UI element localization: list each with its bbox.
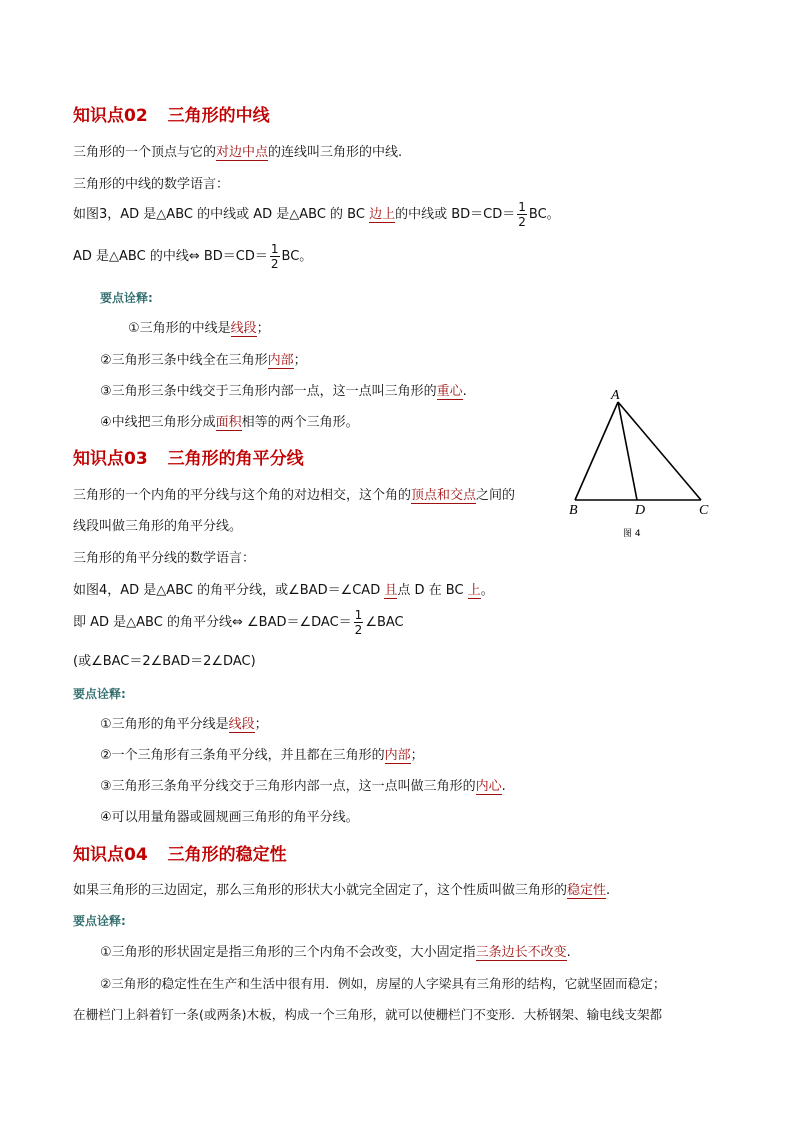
section-02-number: 知识点02 — [73, 106, 148, 126]
s02-key-points-label: 要点诠释: — [100, 291, 153, 305]
iff-symbol: ⇔ — [231, 615, 243, 630]
section-03-heading — [73, 448, 304, 470]
key-term: 边上 — [369, 207, 396, 222]
side-ac — [618, 402, 701, 500]
s03-point-4: ④可以用量角器或圆规画三角形的角平分线。 — [100, 810, 359, 825]
label-a: A — [611, 388, 620, 403]
text: 之间的 — [476, 488, 516, 503]
triangle-figure — [565, 386, 725, 546]
text: ； — [256, 321, 270, 336]
s02-example-2 — [73, 242, 312, 271]
s03-point-3 — [100, 778, 506, 796]
s02-definition — [73, 144, 402, 162]
text: . — [606, 883, 611, 898]
section-04-number: 知识点04 — [73, 845, 148, 865]
fraction — [270, 242, 280, 271]
s03-point-2 — [100, 747, 424, 765]
section-04-title: 三角形的稳定性 — [167, 845, 287, 865]
figure-caption: 图 4 — [623, 529, 641, 539]
label-d: D — [635, 503, 646, 518]
s04-point-2-continued: 在栅栏门上斜着钉一条(或两条)木板，构成一个三角形，就可以使栅栏门不变形．大桥钢架、输电线支架都 — [73, 1007, 663, 1022]
s02-language: 三角形的中线的数学语言： — [73, 177, 230, 192]
text: ③三角形三条中线交于三角形内部一点，这一点叫三角形的 — [100, 384, 437, 399]
s03-example-3: (或∠BAC＝2∠BAD＝2∠DAC) — [73, 654, 256, 669]
s03-point-1 — [100, 716, 268, 734]
text: ∠BAD＝∠DAC＝ — [242, 615, 352, 630]
fraction — [354, 608, 364, 637]
text: 的中线或 BD＝CD＝ — [395, 207, 516, 222]
s04-point-2: ②三角形的稳定性在生产和生活中很有用．例如，房屋的人字梁具有三角形的结构，它就坚固而稳定； — [100, 976, 666, 991]
label-c: C — [699, 503, 709, 518]
label-b: B — [569, 503, 578, 518]
text: ①三角形的角平分线是 — [100, 717, 229, 732]
key-term: 内部 — [384, 748, 411, 763]
text: AD 是△ABC 的中线 — [73, 249, 189, 264]
text: . — [566, 945, 571, 960]
s02-point-1 — [128, 320, 270, 338]
key-term: 三条边长不改变 — [475, 945, 567, 960]
key-term: 内部 — [267, 353, 294, 368]
s04-point-1 — [100, 944, 571, 962]
text: 即 AD 是△ABC 的角平分线 — [73, 615, 232, 630]
denominator: 2 — [354, 623, 363, 637]
key-term: 稳定性 — [567, 883, 607, 898]
s03-definition-2: 线段叫做三角形的角平分线。 — [73, 519, 243, 534]
key-term: 且 — [384, 583, 398, 598]
s04-definition — [73, 882, 610, 900]
text: 相等的两个三角形。 — [241, 415, 359, 430]
s03-example-2 — [73, 608, 404, 637]
numerator: 1 — [518, 200, 526, 214]
text: 如图3，AD 是△ABC 的中线或 AD 是△ABC 的 BC — [73, 207, 370, 222]
text: ； — [254, 717, 268, 732]
denominator: 2 — [270, 257, 279, 271]
text: 的连线叫三角形的中线. — [268, 145, 403, 160]
s03-key-points-label: 要点诠释: — [73, 687, 126, 701]
text: ④中线把三角形分成 — [100, 415, 216, 430]
text: ②三角形三条中线全在三角形 — [100, 353, 268, 368]
s02-example-1 — [73, 200, 560, 229]
text: ①三角形的中线是 — [128, 321, 231, 336]
key-term: 上 — [467, 583, 481, 598]
key-term: 对边中点 — [216, 145, 269, 160]
section-03-title: 三角形的角平分线 — [167, 449, 304, 469]
section-02-heading — [73, 105, 270, 127]
s03-example-1 — [73, 582, 494, 600]
s02-point-2 — [100, 352, 307, 370]
text: 。 — [480, 583, 494, 598]
text: 如果三角形的三边固定，那么三角形的形状大小就完全固定了，这个性质叫做三角形的 — [73, 883, 568, 898]
text: 点 D 在 BC — [397, 583, 468, 598]
text: . — [462, 384, 467, 399]
iff-symbol: ⇔ — [188, 249, 200, 264]
section-03-number: 知识点03 — [73, 449, 148, 469]
numerator: 1 — [354, 608, 363, 622]
text: . — [501, 779, 506, 794]
text: ③三角形三条角平分线交于三角形内部一点，这一点叫做三角形的 — [100, 779, 476, 794]
fraction — [517, 200, 527, 229]
key-term: 线段 — [228, 717, 255, 732]
text: BC。 — [528, 207, 560, 222]
key-term: 线段 — [230, 321, 257, 336]
side-ab — [575, 402, 618, 500]
key-term: 内心 — [475, 779, 502, 794]
key-term: 顶点和交点 — [411, 488, 477, 503]
s04-key-points-label: 要点诠释: — [73, 914, 126, 928]
section-02-title: 三角形的中线 — [167, 106, 270, 126]
s03-language: 三角形的角平分线的数学语言： — [73, 551, 256, 566]
denominator: 2 — [518, 215, 526, 229]
s02-point-4 — [100, 414, 359, 432]
text: BD＝CD＝ — [199, 249, 268, 264]
text: ； — [410, 748, 424, 763]
key-term: 面积 — [215, 415, 242, 430]
s02-point-3 — [100, 383, 467, 401]
text: ①三角形的形状固定是指三角形的三个内角不会改变，大小固定指 — [100, 945, 476, 960]
text: ； — [293, 353, 307, 368]
section-04-heading — [73, 844, 287, 866]
text: ②一个三角形有三条角平分线，并且都在三角形的 — [100, 748, 385, 763]
text: 三角形的一个内角的平分线与这个角的对边相交，这个角的 — [73, 488, 412, 503]
text: BC。 — [281, 249, 313, 264]
text: ∠BAC — [365, 615, 404, 630]
key-term: 重心 — [436, 384, 463, 399]
text: 三角形的一个顶点与它的 — [73, 145, 217, 160]
text: 如图4，AD 是△ABC 的角平分线，或∠BAD＝∠CAD — [73, 583, 385, 598]
s03-definition-1 — [73, 487, 515, 505]
numerator: 1 — [270, 242, 279, 256]
segment-ad — [618, 402, 637, 500]
